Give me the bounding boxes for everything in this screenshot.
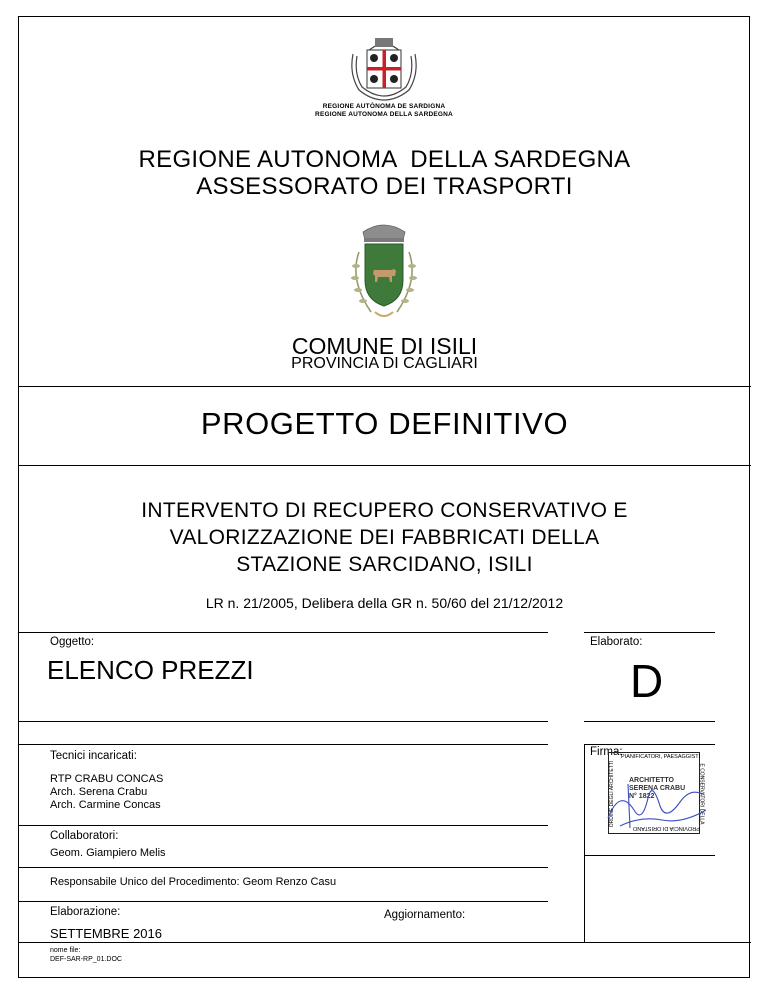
divider-progetto bbox=[18, 465, 751, 466]
divider-responsabile-top bbox=[18, 867, 548, 868]
divider-firma-top bbox=[584, 744, 715, 745]
intervento-line2: VALORIZZAZIONE DEI FABBRICATI DELLA bbox=[169, 526, 600, 549]
divider-tecnici-top bbox=[18, 744, 548, 745]
divider-elaborazione-top bbox=[18, 901, 548, 902]
file-value: DEF-SAR-RP_01.DOC bbox=[50, 956, 122, 963]
collaboratori-value: Geom. Giampiero Melis bbox=[50, 847, 166, 859]
stamp-top-text: PIANIFICATORI, PAESAGGISTI bbox=[621, 754, 701, 760]
signature-scribble bbox=[590, 758, 710, 838]
divider-file-top bbox=[18, 942, 751, 943]
stamp-line3: N° 1822 bbox=[629, 793, 655, 800]
oggetto-label: Oggetto: bbox=[50, 636, 95, 648]
elaborato-value: D bbox=[630, 655, 664, 707]
responsabile-text: Responsabile Unico del Procedimento: Geom Renzo Casu bbox=[50, 876, 337, 888]
divider-elaborato-top bbox=[584, 632, 715, 633]
region-emblem-caption bbox=[300, 103, 468, 119]
region-title-line2: ASSESSORATO DEI TRASPORTI bbox=[196, 173, 573, 200]
file-info bbox=[50, 946, 122, 964]
divider-collaboratori-top bbox=[18, 825, 548, 826]
tecnici-list bbox=[50, 773, 163, 812]
progetto-title: PROGETTO DEFINITIVO bbox=[200, 406, 569, 441]
tecnici-line: RTP CRABU CONCAS bbox=[50, 773, 164, 785]
comune-coat-of-arms bbox=[341, 216, 427, 326]
stamp-right-text: E CONSERVATORI DELLA bbox=[698, 763, 705, 825]
stamp-left-text: ORDINE DEGLI ARCHITETTI bbox=[609, 760, 616, 828]
elaborato-label: Elaborato: bbox=[590, 636, 643, 648]
region-caption-line1: REGIONE AUTÒNOMA DE SARDIGNA bbox=[322, 103, 446, 110]
region-caption-line2: REGIONE AUTONOMA DELLA SARDEGNA bbox=[315, 111, 453, 118]
tecnici-line: Arch. Carmine Concas bbox=[50, 799, 161, 811]
intervento-line1: INTERVENTO DI RECUPERO CONSERVATIVO E bbox=[141, 499, 628, 522]
divider-elaborato-bottom bbox=[584, 721, 715, 722]
divider-firma-left bbox=[584, 744, 585, 942]
stamp-line2: SERENA CRABU bbox=[629, 785, 686, 792]
collaboratori-label: Collaboratori: bbox=[50, 830, 119, 842]
legal-reference: LR n. 21/2005, Delibera della GR n. 50/60 del 21/12/2012 bbox=[205, 595, 564, 611]
divider-header bbox=[18, 386, 751, 387]
stamp-bottom-text: PROVINCIA DI ORISTANO bbox=[633, 825, 700, 831]
oggetto-value: ELENCO PREZZI bbox=[47, 655, 254, 685]
region-title bbox=[18, 146, 751, 200]
comune-title: COMUNE DI ISILI bbox=[291, 333, 478, 359]
region-emblem-logo bbox=[345, 34, 423, 102]
firma-label: Firma: bbox=[590, 746, 623, 758]
file-label: nome file: bbox=[50, 947, 81, 954]
divider-oggetto-top bbox=[18, 632, 548, 633]
aggiornamento-label: Aggiornamento: bbox=[384, 909, 466, 921]
elaborazione-value: SETTEMBRE 2016 bbox=[50, 926, 162, 941]
divider-oggetto-bottom bbox=[18, 721, 548, 722]
stamp-line1: ARCHITETTO bbox=[629, 777, 674, 784]
provincia-title: PROVINCIA DI CAGLIARI bbox=[291, 355, 478, 372]
tecnici-line: Arch. Serena Crabu bbox=[50, 786, 148, 798]
intervento-description bbox=[18, 497, 751, 578]
intervento-line3: STAZIONE SARCIDANO, ISILI bbox=[236, 553, 533, 576]
tecnici-label: Tecnici incaricati: bbox=[50, 750, 137, 762]
region-title-line1: REGIONE AUTONOMA DELLA SARDEGNA bbox=[138, 146, 631, 173]
elaborazione-label: Elaborazione: bbox=[50, 906, 121, 918]
divider-firma-bottom bbox=[584, 855, 715, 856]
